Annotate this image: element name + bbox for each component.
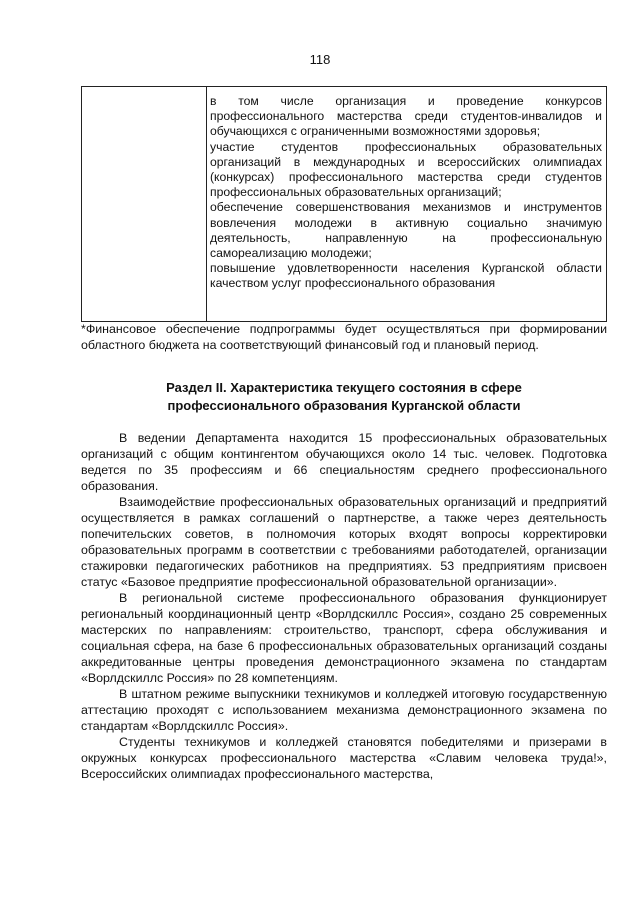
section-body <box>81 430 607 782</box>
table-item: в том числе организация и проведение конкурсов профессионального мастерства среди студентов-инвалидов и обучающихся с ограниченными возможностями здоровья; <box>210 94 602 139</box>
financing-footnote: *Финансовое обеспечение подпрограммы будет осуществляться при формировании областного бюджета на соответствующий финансовый год и плановый период. <box>81 322 607 352</box>
paragraph: В региональной системе профессионального образования функционирует региональный координационный центр «Ворлдскиллс Россия», создано 25 современных мастерских по направлениям: строительство, транспорт, сфера обслуживания и социальная сфера, на базе 6 профессиональных образовательных организаций созданы аккредитованные центры проведения демонстрационного экзамена по стандартам «Ворлдскиллс Россия» по 28 компетенциям. <box>81 591 607 685</box>
paragraph: Взаимодействие профессиональных образовательных организаций и предприятий осуществляется в рамках соглашений о партнерстве, а также через деятельность попечительских советов, в полномочия которых входят вопросы корректировки образовательных программ в соответствии с требованиями работодателей, организации стажировки педагогических работников на предприятиях. 53 предприятиям присвоен статус «Базовое предприятие профессиональной образовательной организации». <box>81 495 607 589</box>
program-table <box>81 86 607 322</box>
paragraph: В ведении Департамента находится 15 профессиональных образовательных организаций с общим контингентом обучающихся около 14 тыс. человек. Подготовка ведется по 35 профессиям и 66 специальностям среднего профессионального образования. <box>81 431 607 493</box>
paragraph: Студенты техникумов и колледжей становятся победителями и призерами в окружных конкурсах профессионального мастерства «Славим человека труда!», Всероссийских олимпиадах профессионального мастерства, <box>81 735 607 781</box>
section-title-line-2: профессионального образования Курганской области <box>167 398 521 413</box>
table-item: повышение удовлетворенности населения Курганской области качеством услуг профессионального образования <box>210 261 602 291</box>
section-title <box>81 379 607 415</box>
table-item: обеспечение совершенствования механизмов и инструментов вовлечения молодежи в активную социально значимую деятельность, направленную на профессиональную самореализацию молодежи; <box>210 200 602 261</box>
page-number: 118 <box>309 52 331 67</box>
table-empty-cell <box>82 87 207 321</box>
table-item: участие студентов профессиональных образовательных организаций в международных и всероссийских олимпиадах (конкурсах) профессионального мастерства среди студентов профессиональных образовательных организаций; <box>210 139 602 200</box>
section-title-line-1: Раздел II. Характеристика текущего состояния в сфере <box>166 380 522 395</box>
paragraph: В штатном режиме выпускники техникумов и колледжей итоговую государственную аттестацию проходят с использованием механизма демонстрационного экзамена по стандартам «Ворлдскиллс Россия». <box>81 687 607 733</box>
table-text-cell <box>207 87 606 321</box>
